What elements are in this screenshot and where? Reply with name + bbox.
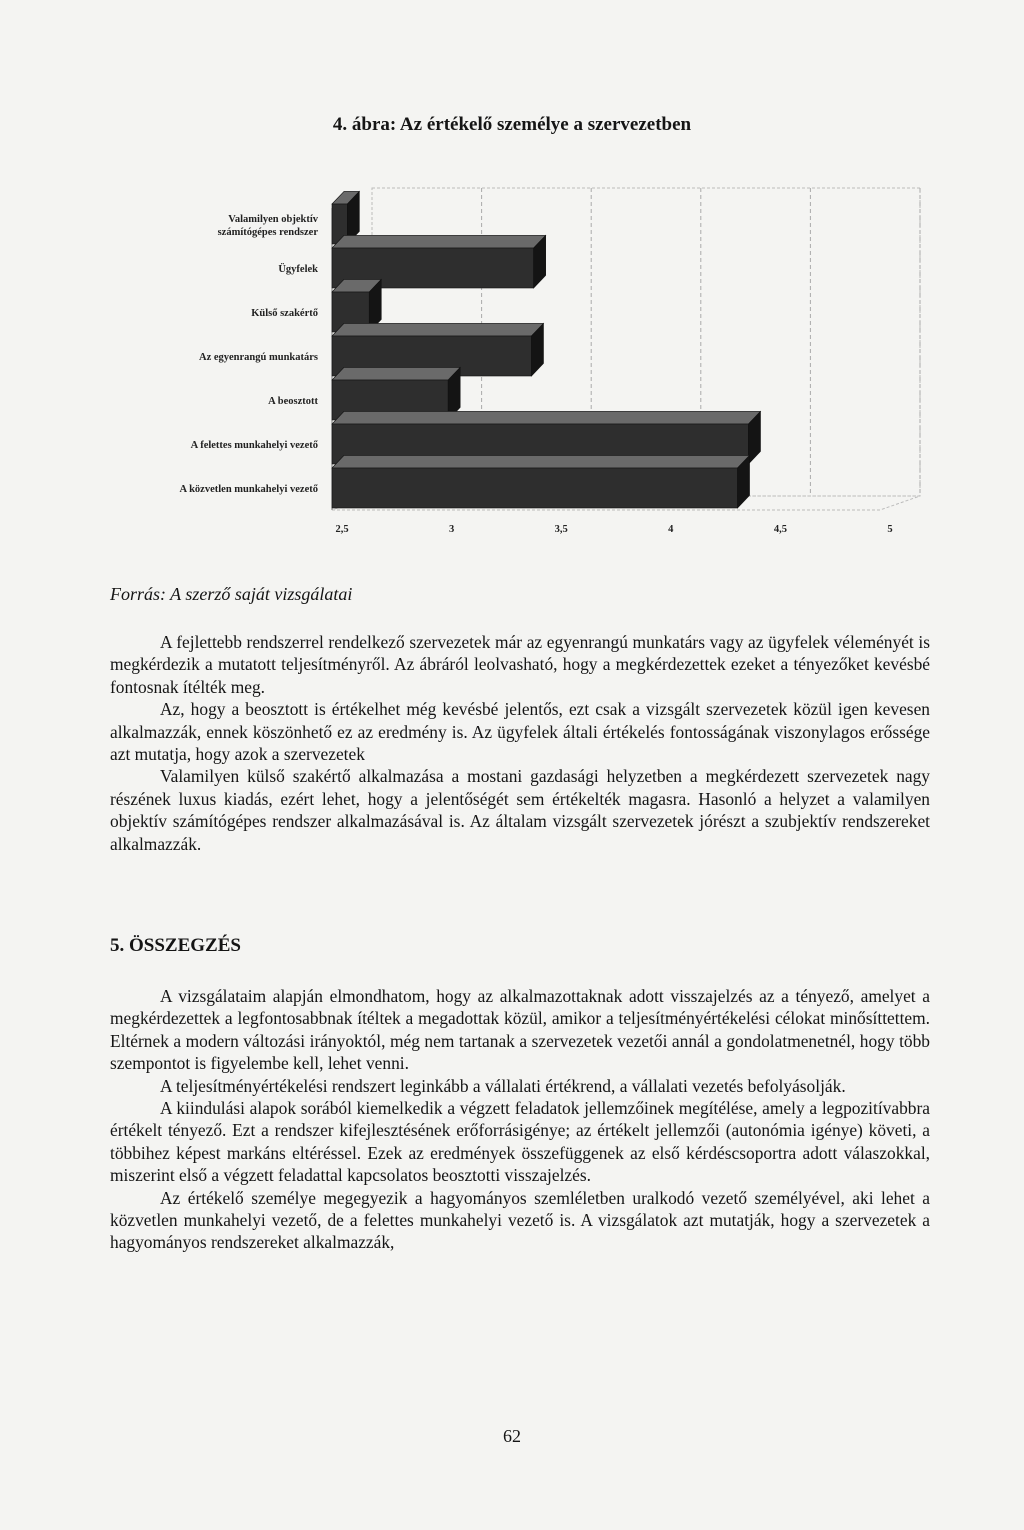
- chart-category-label: A közvetlen munkahelyi vezető: [179, 484, 318, 495]
- chart-tick-label: 4,5: [773, 524, 787, 535]
- page-number: 62: [503, 1426, 521, 1446]
- chart-bar-top: [332, 455, 750, 468]
- paragraph: Valamilyen külső szakértő alkalmazása a mostani gazdasági helyzetben a megkérdezett szervezetek nagy részének luxus kiadás, ezért lehet, hogy a jelentőségét sem értékelték magasra. Hasonló a helyzet a valamilyen objektív számítógépes rendszer alkalmazásával is. Az általam vizsgált szervezetek jórészt a szubjektív rendszereket alkalmazzák.: [110, 766, 930, 854]
- chart-tick-labels: [335, 524, 892, 535]
- chart-bar-front: [332, 468, 738, 508]
- section-heading: 5. ÖSSZEGZÉS: [110, 935, 241, 956]
- chart-bars: [332, 191, 760, 508]
- paragraph: A teljesítményértékelési rendszert leginkább a vállalati értékrend, a vállalati vezetés befolyásolják.: [160, 1075, 846, 1096]
- chart-bar-top: [332, 411, 760, 424]
- chart-category-labels: [179, 214, 318, 495]
- chart-bar-top: [332, 367, 460, 380]
- paragraph: A vizsgálataim alapján elmondhatom, hogy az alkalmazottaknak adott visszajelzés az a tényező, amelyet a megkérdezettek a legfontosabbnak ítéltek a megadottak közül, amikor a teljesítményértékelési célokat minősíttettem. Eltérnek a modern változási irányoktól, még nem tartanak a szervezetek vezetői annál a gondolatmenetnél, hogy több szempontot is figyelembe kell, lehet venni.: [110, 986, 930, 1074]
- paragraph: Az, hogy a beosztott is értékelhet még kevésbé jelentős, ezt csak a vizsgált szervezetek közül igen kevesen alkalmazzák, ennek köszönhető ez az eredmény is. Az ügyfelek általi értékelés fontosságának viszonylagos erőssége azt mutatja, hogy azok a szervezetek: [110, 699, 930, 765]
- chart-category-label: Valamilyen objektív számítógépes rendszer: [217, 214, 318, 238]
- chart-tick-label: 3,5: [554, 524, 568, 535]
- paragraph: A fejlettebb rendszerrel rendelkező szervezetek már az egyenrangú munkatárs vagy az ügyfelek véleményét is megkérdezik a mutatott teljesítményről. Az ábráról leolvasható, hogy a megkérdezettek ezeket a tényezőket kevésbé fontosnak ítélték meg.: [110, 632, 930, 697]
- chart-tick-label: 5: [887, 524, 893, 535]
- chart-tick-label: 2,5: [335, 524, 349, 535]
- body-text-2: [110, 985, 930, 1254]
- figure-source: Forrás: A szerző saját vizsgálatai: [110, 584, 353, 604]
- paragraph: A kiindulási alapok sorából kiemelkedik a végzett feladatok jellemzőinek megítélése, amely a legpozitívabbra értékelt tényező. Ezt a rendszer kifejlesztésének erőforrásigénye; az értékelt jellemzői (autonómia igénye) követi, a többihez képest markáns eltéréssel. Ezek az eredmények összefüggenek az első kérdéscsoportra adott válaszokkal, miszerint első a végzett feladattal kapcsolatos beosztotti visszajelzés.: [110, 1098, 930, 1186]
- body-text-1: [110, 631, 930, 855]
- chart-category-label: Az egyenrangú munkatárs: [198, 352, 318, 363]
- chart-category-label: A beosztott: [268, 396, 318, 407]
- chart-bar-top: [332, 235, 546, 248]
- chart-tick-label: 4: [668, 524, 674, 535]
- chart-bar-top: [332, 323, 543, 336]
- chart-tick-label: 3: [448, 524, 455, 535]
- paragraph: Az értékelő személye megegyezik a hagyományos szemléletben uralkodó vezető személyével, aki lehet a közvetlen munkahelyi vezető, de a felettes munkahelyi vezető is. A vizsgálatok azt mutatják, hogy a szervezetek a hagyományos rendszereket alkalmazzák,: [110, 1187, 930, 1253]
- bar-chart: [0, 0, 1024, 560]
- chart-category-label: A felettes munkahelyi vezető: [190, 440, 318, 451]
- chart-category-label: Ügyfelek: [278, 264, 318, 275]
- figure-title: 4. ábra: Az értékelő személye a szervezetben: [332, 114, 692, 135]
- chart-bar: [332, 455, 750, 508]
- chart-category-label: Külső szakértő: [251, 308, 318, 319]
